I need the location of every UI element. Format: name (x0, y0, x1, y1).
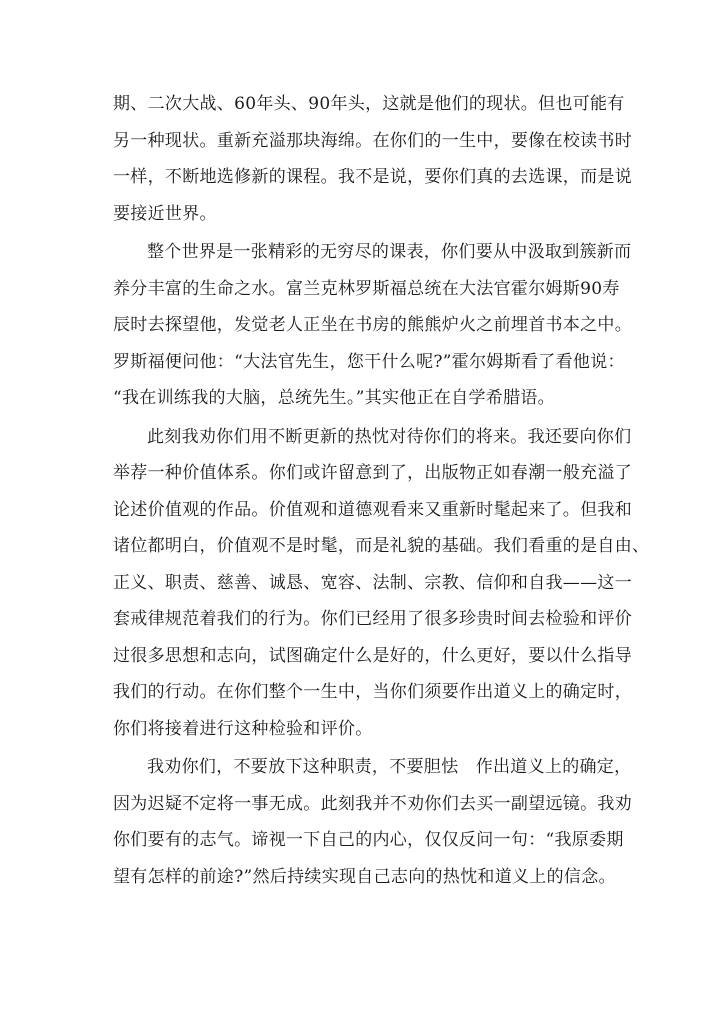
text-line: 因为迟疑不定将一事无成。此刻我并不劝你们去买一副望远镜。我劝 (113, 793, 632, 814)
text-line: 诸位都明白，价值观不是时髦，而是礼貌的基础。我们看重的是自由、 (113, 536, 650, 556)
text-line: 我劝你们，不要放下这种职责，不要胆怯 作出道义上的确定， (147, 757, 632, 777)
text-line: “我在训练我的大脑，总统先生。”其实他正在自学希腊语。 (113, 388, 555, 408)
body-text (113, 86, 650, 895)
text-line: 过很多思想和志向，试图确定什么是好的，什么更好，要以什么指导 (113, 645, 632, 666)
text-line: 你们将接着进行这种检验和评价。 (113, 718, 373, 739)
text-line: 你们要有的志气。谛视一下自己的内心，仅仅反问一句：“我原委期 (113, 830, 624, 850)
text-line: 正义、职责、慈善、诚恳、宽容、法制、宗教、信仰和自我——这一 (113, 572, 632, 593)
text-line: 期、二次大战、60年头、90年头，这就是他们的现状。但也可能有 (113, 94, 625, 114)
paragraph-3 (113, 419, 650, 748)
text-line: 养分丰富的生命之水。富兰克林罗斯福总统在大法官霍尔姆斯90寿 (113, 278, 620, 299)
text-line: 整个世界是一张精彩的无穷尽的课表，你们要从中汲取到簇新而 (147, 242, 632, 262)
paragraph-1 (113, 86, 632, 232)
text-line: 举荐一种价值体系。你们或许留意到了，出版物正如春潮一般充溢了 (113, 463, 632, 483)
text-line: 此刻我劝你们用不断更新的热忱对待你们的将来。我还要向你们 (147, 426, 632, 447)
paragraph-2 (113, 234, 632, 417)
text-line: 罗斯福便问他：“大法官先生，您干什么呢?”霍尔姆斯看了看他说： (113, 351, 625, 372)
text-line: 辰时去探望他，发觉老人正坐在书房的熊熊炉火之前埋首书本之中。 (113, 315, 632, 335)
text-line: 套戒律规范着我们的行为。你们已经用了很多珍贵时间去检验和评价 (113, 609, 632, 629)
text-line: 望有怎样的前途?”然后持续实现自己志向的热忱和道义上的信念。 (113, 866, 616, 887)
text-line: 我们的行动。在你们整个一生中，当你们须要作出道义上的确定时， (113, 682, 632, 702)
paragraph-4 (113, 749, 632, 895)
text-line: 要接近世界。 (113, 203, 217, 224)
text-line: 另一种现状。重新充溢那块海绵。在你们的一生中，要像在校读书时 (113, 130, 632, 151)
text-line: 论述价值观的作品。价值观和道德观看来又重新时髦起来了。但我和 (113, 499, 632, 520)
text-line: 一样，不断地选修新的课程。我不是说，要你们真的去选课，而是说 (113, 167, 632, 187)
